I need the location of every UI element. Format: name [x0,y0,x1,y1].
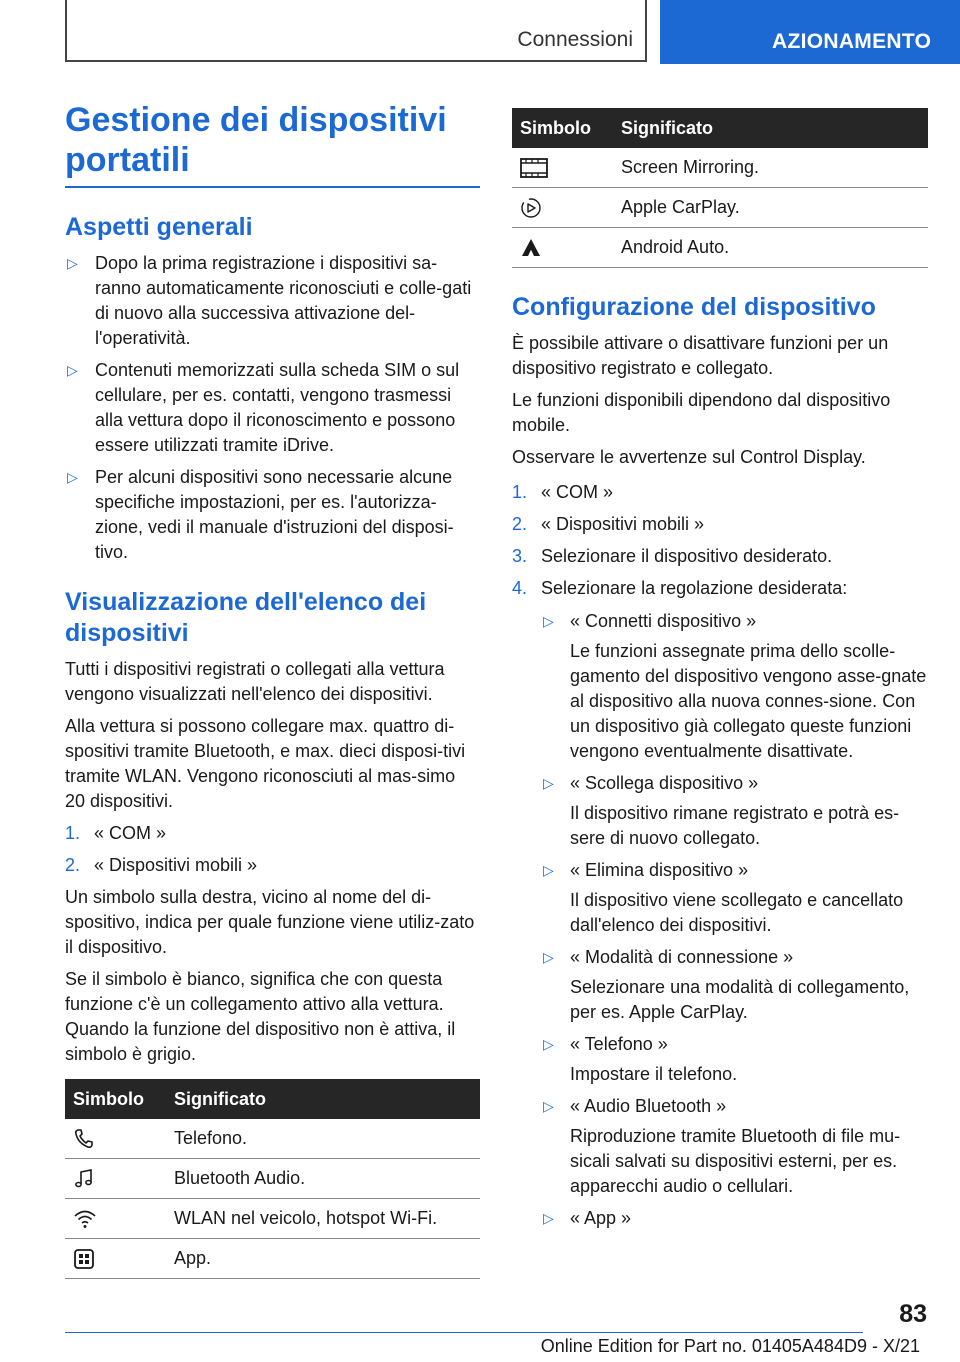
overview-list [65,251,480,565]
wifi-icon [73,1208,97,1230]
app-icon [73,1248,95,1270]
step-item: 3. Selezionare il dispositivo desiderato. [512,546,833,566]
chapter-label: AZIONAMENTO [772,30,932,53]
option-item: ▷ « Audio Bluetooth » Riproduzione tramite Bluetooth di file mu-sicali salvati su dispositivi esterni, per es. apparecchi audio o cellulari. [543,1096,901,1196]
triangle-bullet-icon: ▷ [67,362,78,378]
triangle-bullet-icon: ▷ [543,862,554,878]
table-row [65,1159,480,1199]
step-item: 1. « COM » [65,823,167,843]
meaning-cell: App. [166,1239,480,1279]
table-row [512,148,928,188]
section-tab [65,0,647,62]
option-item: ▷ « Connetti dispositivo » Le funzioni assegnate prima dello scolle-gamento del dispositivo vengono asse-gnate al dispositivo alla nuova connes-sione. Con un dispositivo già collegato queste funzioni vengono eventualmente disattivate. [543,611,927,761]
chapter-tab [660,0,960,64]
triangle-bullet-icon: ▷ [67,255,78,271]
meaning-cell: WLAN nel veicolo, hotspot Wi-Fi. [166,1199,480,1239]
left-column [65,100,480,1279]
symbol-table [65,1079,480,1279]
paragraph: Se il simbolo è bianco, significa che con questa funzione c'è un collegamento attivo alla vettura. Quando la funzione del dispositivo non è attiva, il simbolo è grigio. [65,969,456,1064]
music-note-icon [73,1168,95,1190]
paragraph: Tutti i dispositivi registrati o collegati alla vettura vengono visualizzati nell'elenco dei dispositivi. [65,659,445,704]
triangle-bullet-icon: ▷ [543,1098,554,1114]
edition-label: Online Edition for Part no. 01405A484D9 - X/21 [540,1336,920,1356]
option-item: ▷ « Elimina dispositivo » Il dispositivo viene scollegato e cancellato dall'elenco dei dispositivi. [543,860,904,935]
step-item: 4. Selezionare la regolazione desiderata: ▷ « Connetti dispositivo » Le funzioni assegnate prima dello scolle-gamento del dispositivo vengono asse-gnate al dispositivo alla nuova connes-sione. Con un dispositivo già collegato queste funzioni vengono eventualmente disattivate. ▷ « Scollega dispositivo » Il dispositivo rimane registrato e potrà es-sere di nuovo collegato. ▷ « Elimina dispositivo » Il dispositivo viene scollegato e cancellato dall'elenco dei dispositivi. ▷ « Modalità di connessione » Selezionare una modalità di collegamento, per es. Apple CarPlay. ▷ « Telefono » Impostare il telefono. ▷ « Audio Bluetooth » Riproduzione tramite Bluetooth di file mu-sicali salvati su dispositivi esterni, per es. apparecchi audio o cellulari. ▷ « App » [512,576,928,1231]
paragraph: Un simbolo sulla destra, vicino al nome del di-spositivo, indica per quale funzione viene utiliz-zato il dispositivo. [65,887,475,957]
option-item: ▷ « Modalità di connessione » Selezionare una modalità di collegamento, per es. Apple CarPlay. [543,947,910,1022]
android-auto-icon [520,237,542,259]
paragraph: È possibile attivare o disattivare funzioni per un dispositivo registrato e collegato. [512,333,889,378]
step-item: 2. « Dispositivi mobili » [512,514,705,534]
table-row [65,1199,480,1239]
table-row [65,1119,480,1159]
triangle-bullet-icon: ▷ [543,1210,554,1226]
column-header: Simbolo [65,1079,166,1119]
option-item: ▷ « App » [541,1206,928,1231]
right-column [512,104,928,1238]
list-item: ▷ Contenuti memorizzati sulla scheda SIM o sul cellulare, per es. contatti, vengono trasmessi alla vettura dopo il riconoscimento e possono essere utilizzati tramite iDrive. [67,360,460,455]
meaning-cell: Android Auto. [613,228,928,268]
column-header: Simbolo [512,108,613,148]
step-item: 2. « Dispositivi mobili » [65,855,258,875]
footer-divider [65,1332,863,1333]
options-list [541,609,928,1231]
symbol-table [512,108,928,268]
column-header: Significato [166,1079,480,1119]
config-heading: Configurazione del dispositivo [512,293,876,321]
steps-list [512,480,928,1231]
list-item: ▷ Dopo la prima registrazione i dispositivi sa-ranno automaticamente riconosciuti e colle-gati di nuovo alla successiva attivazione del-l'operatività. [67,253,472,348]
section-label: Connessioni [517,28,633,51]
screen-mirroring-icon [520,158,548,178]
meaning-cell: Telefono. [166,1119,480,1159]
triangle-bullet-icon: ▷ [543,949,554,965]
page-number: 83 [899,1300,927,1328]
page-header [0,0,960,64]
table-header-row [512,108,928,148]
list-item: ▷ Per alcuni dispositivi sono necessarie alcune specifiche impostazioni, per es. l'autorizza-zione, vedi il manuale d'istruzioni del disposi-tivo. [67,467,454,562]
triangle-bullet-icon: ▷ [543,1036,554,1052]
overview-heading: Aspetti generali [65,213,253,241]
page-title: Gestione dei dispositivi portatili [65,100,480,188]
table-row [512,228,928,268]
table-row [65,1239,480,1279]
steps-list [65,821,480,878]
meaning-cell: Screen Mirroring. [613,148,928,188]
page-footer [0,1300,960,1362]
paragraph: Osservare le avvertenze sul Control Display. [512,447,866,467]
carplay-icon [520,197,542,219]
table-header-row [65,1079,480,1119]
device-list-heading: Visualizzazione dell'elenco dei dispositivi [65,588,427,647]
meaning-cell: Bluetooth Audio. [166,1159,480,1199]
paragraph: Le funzioni disponibili dipendono dal dispositivo mobile. [512,390,891,435]
table-row [512,188,928,228]
phone-icon [73,1128,95,1150]
meaning-cell: Apple CarPlay. [613,188,928,228]
option-item: ▷ « Scollega dispositivo » Il dispositivo rimane registrato e potrà es-sere di nuovo collegato. [543,773,900,848]
step-item: 1. « COM » [512,482,614,502]
paragraph: Alla vettura si possono collegare max. quattro di-spositivi tramite Bluetooth, e max. dieci disposi-tivi tramite WLAN. Vengono riconosciuti al mas-simo 20 dispositivi. [65,716,466,811]
triangle-bullet-icon: ▷ [543,775,554,791]
triangle-bullet-icon: ▷ [543,613,554,629]
triangle-bullet-icon: ▷ [67,469,78,485]
column-header: Significato [613,108,928,148]
option-item: ▷ « Telefono » Impostare il telefono. [543,1034,738,1084]
